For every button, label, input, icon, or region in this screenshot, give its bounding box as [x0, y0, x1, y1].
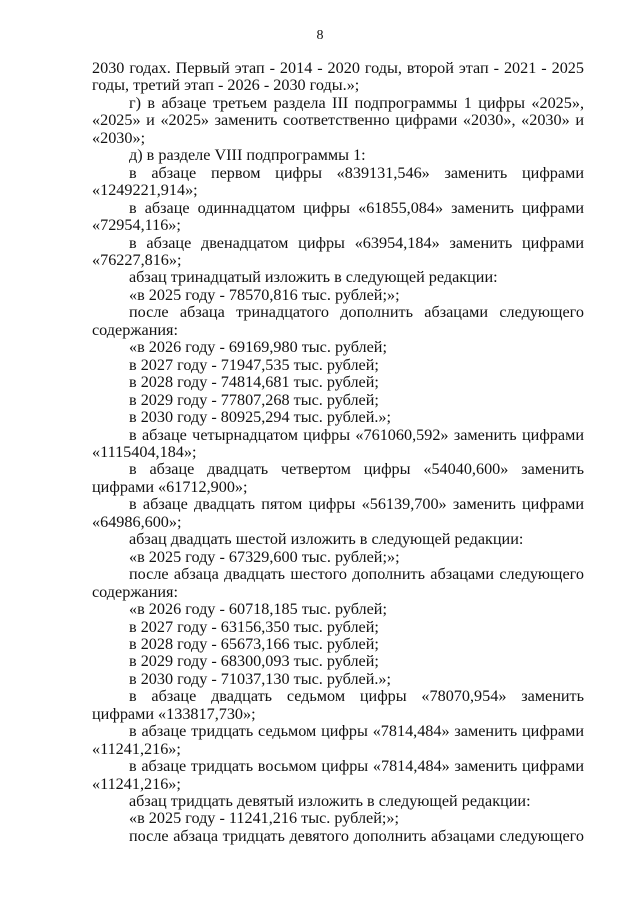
paragraph: в абзаце двенадцатом цифры «63954,184» заменить цифрами «76227,816»;	[92, 233, 584, 269]
paragraph: после абзаца тринадцатого дополнить абзацами следующего содержания:	[92, 303, 584, 339]
paragraph: «в 2025 году - 67329,600 тыс. рублей;»;	[129, 547, 400, 566]
paragraph: абзац тринадцатый изложить в следующей редакции:	[129, 268, 498, 287]
paragraph: «в 2025 году - 78570,816 тыс. рублей;»;	[129, 285, 400, 304]
paragraph: в 2027 году - 71947,535 тыс. рублей;	[129, 355, 379, 374]
paragraph: абзац тридцать девятый изложить в следующей редакции:	[129, 792, 531, 811]
paragraph: в абзаце четырнадцатом цифры «761060,592» заменить цифрами «1115404,184»;	[92, 425, 584, 461]
paragraph: д) в разделе VIII подпрограммы 1:	[129, 146, 366, 165]
paragraph: в 2028 году - 65673,166 тыс. рублей;	[129, 634, 379, 653]
document-body	[92, 60, 584, 845]
paragraph: в абзаце тридцать восьмом цифры «7814,484» заменить цифрами «11241,216»;	[92, 757, 584, 793]
paragraph: в 2030 году - 80925,294 тыс. рублей.»;	[129, 408, 392, 427]
paragraph: г) в абзаце третьем раздела III подпрограммы 1 цифры «2025», «2025» и «2025» заменить соответственно цифрами «2030», «2030» и «2030»;	[92, 93, 584, 147]
paragraph: в 2029 году - 68300,093 тыс. рублей;	[129, 652, 379, 671]
paragraph: в абзаце первом цифры «839131,546» заменить цифрами «1249221,914»;	[92, 163, 584, 200]
paragraph: в абзаце одиннадцатом цифры «61855,084» заменить цифрами «72954,116»;	[92, 198, 584, 235]
paragraph: «в 2026 году - 69169,980 тыс. рублей;	[129, 338, 387, 357]
paragraph: в 2030 году - 71037,130 тыс. рублей.»;	[129, 669, 392, 688]
paragraph: в 2028 году - 74814,681 тыс. рублей;	[129, 373, 379, 392]
paragraph: в 2027 году - 63156,350 тыс. рублей;	[129, 617, 379, 636]
paragraph: «в 2026 году - 60718,185 тыс. рублей;	[129, 600, 387, 619]
paragraph: «в 2025 году - 11241,216 тыс. рублей;»;	[129, 809, 399, 828]
paragraph: в абзаце двадцать седьмом цифры «78070,954» заменить цифрами «133817,730»;	[92, 687, 584, 723]
page-number: 8	[316, 28, 324, 43]
paragraph: 2030 годах. Первый этап - 2014 - 2020 годы, второй этап - 2021 - 2025 годы, третий этап - 2026 - 2030 годы.»;	[92, 59, 584, 95]
paragraph: в абзаце двадцать четвертом цифры «54040,600» заменить цифрами «61712,900»;	[92, 460, 584, 496]
paragraph: после абзаца тридцать девятого дополнить абзацами следующего	[129, 826, 584, 845]
paragraph: абзац двадцать шестой изложить в следующей редакции:	[129, 530, 524, 549]
paragraph: после абзаца двадцать шестого дополнить абзацами следующего содержания:	[92, 565, 584, 601]
paragraph: в абзаце тридцать седьмом цифры «7814,484» заменить цифрами «11241,216»;	[92, 722, 584, 758]
paragraph: в 2029 году - 77807,268 тыс. рублей;	[129, 390, 379, 409]
paragraph: в абзаце двадцать пятом цифры «56139,700» заменить цифрами «64986,600»;	[92, 495, 584, 531]
